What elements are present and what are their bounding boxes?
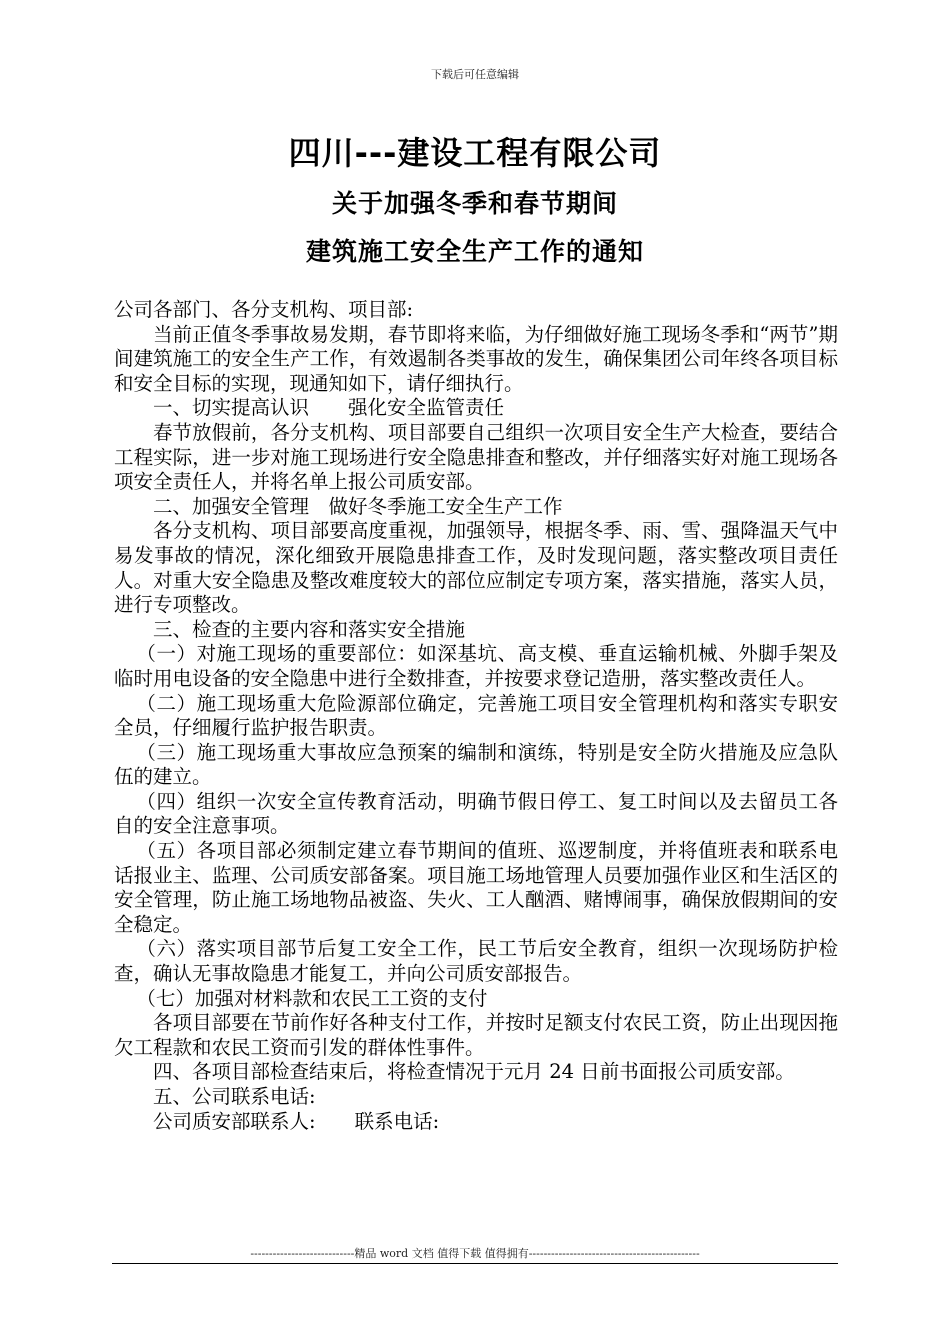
footer-divider [112, 1263, 838, 1264]
item-6: （六）落实项目部节后复工安全工作，民工节后安全教育，组织一次现场防护检查，确认无事故隐患才能复工，并向公司质安部报告。 [114, 937, 838, 986]
section-heading-3: 三、检查的主要内容和落实安全措施 [153, 617, 466, 641]
document-title-company: 四川---建设工程有限公司 [288, 134, 662, 172]
item-2: （二）施工现场重大危险源部位确定，完善施工项目安全管理机构和落实专职安全员，仔细履行监护报告职责。 [114, 691, 838, 740]
section-heading-5: 五、公司联系电话: [153, 1085, 316, 1108]
document-body [114, 298, 838, 1134]
item-3: （三）施工现场重大事故应急预案的编制和演练，特别是安全防火措施及应急队伍的建立。 [114, 740, 838, 789]
section-heading-1: 一、切实提高认识 强化安全监管责任 [153, 396, 505, 420]
item-1: （一）对施工现场的重要部位：如深基坑、高支模、垂直运输机械、外脚手架及临时用电设备的安全隐患中进行全数排查，并按要求登记造册，落实整改责任人。 [114, 642, 838, 690]
item-7: （七）加强对材料款和农民工工资的支付 [136, 986, 488, 1010]
section-2-paragraph: 各分支机构、项目部要高度重视，加强领导，根据冬季、雨、雪、强降温天气中易发事故的情况，深化细致开展隐患排查工作，及时发现问题，落实整改项目责任人。对重大安全隐患及整改难度较大的部位应制定专项方案，落实措施，落实人员，进行专项整改。 [114, 519, 838, 617]
intro-paragraph: 当前正值冬季事故易发期，春节即将来临，为仔细做好施工现场冬季和“两节”期间建筑施工的安全生产工作，有效遏制各类事故的发生，确保集团公司年终各项目标和安全目标的实现，现通知如下，请仔细执行。 [114, 322, 838, 395]
document-title-line3: 建筑施工安全生产工作的通知 [305, 237, 644, 266]
item-4: （四）组织一次安全宣传教育活动，明确节假日停工、复工时间以及去留员工各自的安全注意事项。 [114, 789, 838, 838]
section-1-paragraph: 春节放假前，各分支机构、项目部要自己组织一次项目安全生产大检查，要结合工程实际，进一步对施工现场进行安全隐患排查和整改，并仔细落实好对施工现场各项安全责任人，并将名单上报公司质安部。 [114, 420, 838, 494]
page-footer-note: ----------------------------精品 word 文档 值得下载 值得拥有---------------------------------------------- [250, 1247, 700, 1260]
document-title-line2: 关于加强冬季和春节期间 [331, 189, 618, 218]
section-heading-2: 二、加强安全管理 做好冬季施工安全生产工作 [153, 494, 563, 518]
item-5: （五）各项目部必须制定建立春节期间的值班、巡逻制度，并将值班表和联系电话报业主、监理、公司质安部备案。项目施工场地管理人员要加强作业区和生活区的安全管理，防止施工场地物品被盗、失火、工人酗酒、赌博闹事，确保放假期间的安全稳定。 [114, 839, 838, 936]
page-header-note: 下载后可任意编辑 [431, 68, 519, 81]
salutation: 公司各部门、各分支机构、项目部: [114, 298, 414, 321]
section-4-paragraph: 四、各项目部检查结束后，将检查情况于元月 24 日前书面报公司质安部。 [153, 1060, 795, 1084]
contact-line: 公司质安部联系人: 联系电话: [153, 1109, 440, 1133]
item-7-paragraph: 各项目部要在节前作好各种支付工作，并按时足额支付农民工资，防止出现因拖欠工程款和农民工资而引发的群体性事件。 [114, 1011, 838, 1059]
